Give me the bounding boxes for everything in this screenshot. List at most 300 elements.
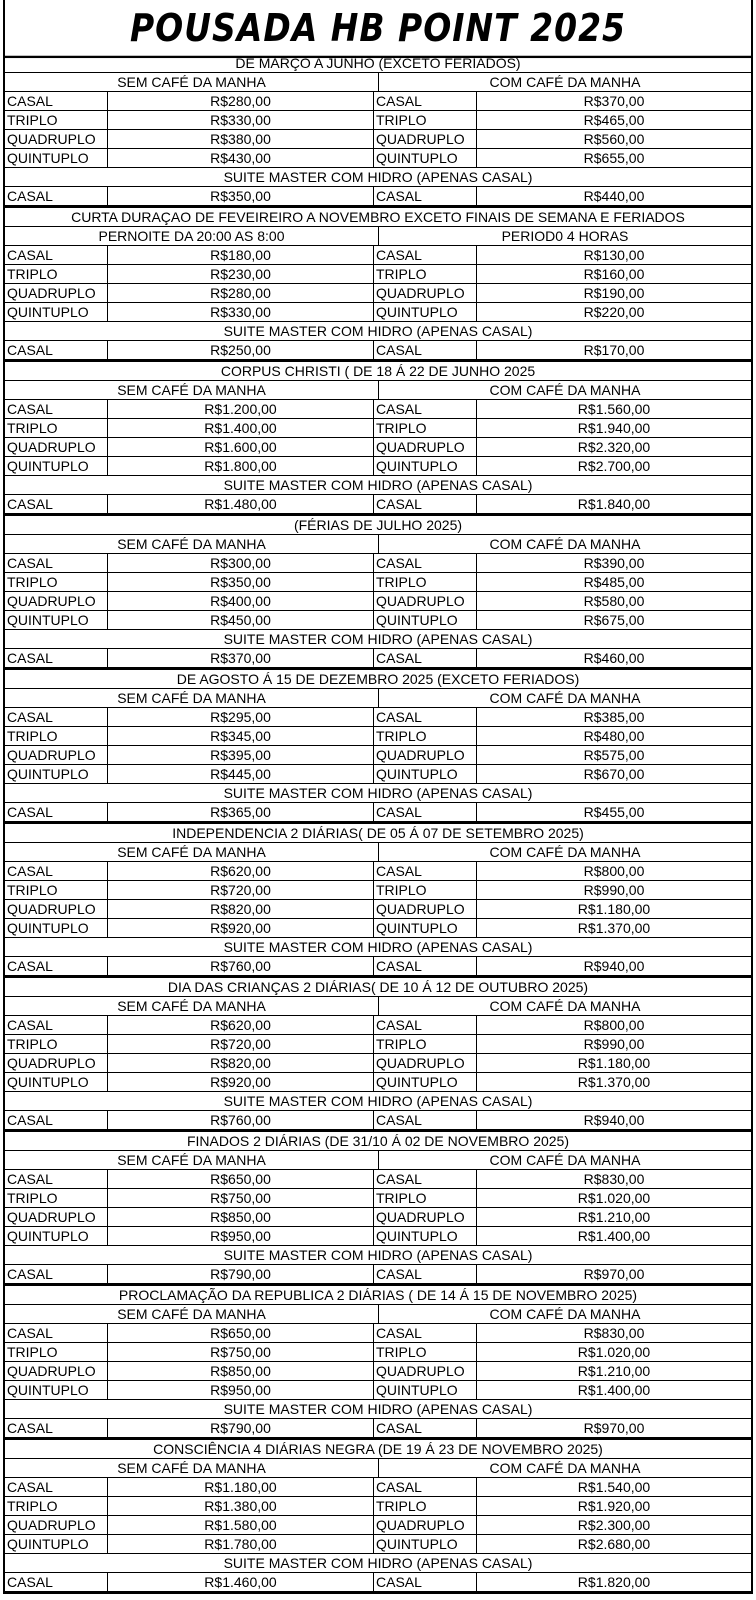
price-row (5, 419, 751, 438)
section-heading-row (5, 362, 751, 381)
room-type: QUINTUPLO (5, 149, 108, 167)
room-type: QUINTUPLO (373, 1073, 477, 1091)
price-row (5, 554, 751, 573)
price-row (5, 919, 751, 938)
room-type: QUINTUPLO (373, 919, 477, 937)
price-right: R$2.680,00 (577, 1536, 651, 1552)
price-left: R$1.600,00 (204, 439, 277, 455)
section-heading-row (5, 824, 751, 843)
price-right: R$1.210,00 (577, 1363, 651, 1379)
room-type: CASAL (373, 1573, 477, 1591)
price-right: R$575,00 (583, 747, 645, 763)
price-right: R$460,00 (583, 650, 645, 666)
price-left: R$760,00 (210, 958, 271, 974)
room-type: QUADRUPLO (373, 1054, 477, 1072)
section-heading-row (5, 1132, 751, 1151)
price-right: R$1.840,00 (577, 496, 651, 512)
left-column-header: SEM CAFÉ DA MANHA (117, 690, 266, 706)
price-right: R$990,00 (583, 1036, 645, 1052)
price-row (5, 1073, 751, 1092)
room-type: CASAL (373, 1419, 477, 1437)
room-type: QUADRUPLO (373, 284, 477, 302)
room-type: CASAL (373, 1111, 477, 1129)
room-type: QUINTUPLO (373, 1227, 477, 1245)
price-row (5, 303, 751, 322)
right-column-header: COM CAFÉ DA MANHA (378, 1459, 751, 1477)
room-type: CASAL (5, 400, 108, 418)
right-column-header: COM CAFÉ DA MANHA (378, 689, 751, 707)
price-right: R$560,00 (583, 131, 645, 147)
suite-label-row (5, 168, 751, 187)
price-row (5, 265, 751, 284)
room-type: QUINTUPLO (373, 457, 477, 475)
price-right: R$800,00 (583, 863, 645, 879)
column-header-row (5, 381, 751, 400)
suite-label-row (5, 1554, 751, 1573)
room-type: CASAL (5, 1170, 108, 1188)
price-left: R$620,00 (210, 1017, 271, 1033)
price-row (5, 246, 751, 265)
price-right: R$1.540,00 (577, 1479, 651, 1495)
price-row (5, 1054, 751, 1073)
price-row (5, 1170, 751, 1189)
room-type: CASAL (373, 554, 477, 572)
price-right: R$455,00 (583, 804, 645, 820)
price-right: R$1.560,00 (577, 401, 651, 417)
room-type: QUADRUPLO (5, 900, 108, 918)
section-heading: PROCLAMAÇÃO DA REPUBLICA 2 DIÁRIAS ( DE 14 Á 15 DE NOVEMBRO 2025) (118, 1287, 638, 1303)
section-heading: DE AGOSTO Á 15 DE DEZEMBRO 2025 (EXCETO FERIADOS) (176, 671, 580, 687)
price-row (5, 1381, 751, 1400)
price-row (5, 881, 751, 900)
room-type: CASAL (5, 1265, 108, 1283)
room-type: CASAL (5, 803, 108, 821)
section-heading-row (5, 516, 751, 535)
price-section (5, 822, 751, 976)
room-type: TRIPLO (373, 419, 477, 437)
room-type: QUINTUPLO (373, 1381, 477, 1399)
room-type: TRIPLO (373, 1343, 477, 1361)
room-type: TRIPLO (5, 881, 108, 899)
room-type: QUINTUPLO (373, 765, 477, 783)
price-section (5, 1438, 751, 1592)
price-row (5, 1535, 751, 1554)
suite-label-row (5, 784, 751, 803)
price-left: R$330,00 (210, 304, 271, 320)
section-heading-row (5, 978, 751, 997)
suite-label: SUITE MASTER COM HIDRO (APENAS CASAL) (223, 631, 533, 647)
room-type: CASAL (373, 708, 477, 726)
column-header-row (5, 1305, 751, 1324)
price-left: R$365,00 (210, 804, 271, 820)
suite-label-row (5, 938, 751, 957)
room-type: TRIPLO (373, 1035, 477, 1053)
price-left: R$400,00 (210, 593, 271, 609)
price-left: R$180,00 (210, 247, 271, 263)
right-column-header: COM CAFÉ DA MANHA (378, 381, 751, 399)
right-column-header: COM CAFÉ DA MANHA (378, 997, 751, 1015)
column-header-row (5, 997, 751, 1016)
room-type: QUINTUPLO (373, 149, 477, 167)
price-row (5, 746, 751, 765)
room-type: CASAL (5, 92, 108, 110)
price-left: R$650,00 (210, 1171, 271, 1187)
price-right: R$2.700,00 (577, 458, 651, 474)
section-heading-row (5, 208, 751, 227)
price-right: R$1.020,00 (577, 1344, 651, 1360)
price-right: R$970,00 (583, 1266, 645, 1282)
price-row (5, 592, 751, 611)
price-left: R$1.460,00 (204, 1574, 277, 1590)
room-type: CASAL (373, 246, 477, 264)
price-row (5, 1497, 751, 1516)
price-row (5, 1016, 751, 1035)
price-left: R$370,00 (210, 650, 271, 666)
price-right: R$370,00 (583, 93, 645, 109)
room-type: QUINTUPLO (5, 611, 108, 629)
price-left: R$1.580,00 (204, 1517, 277, 1533)
room-type: QUADRUPLO (5, 1054, 108, 1072)
price-row (5, 1324, 751, 1343)
price-row (5, 573, 751, 592)
suite-label-row (5, 476, 751, 495)
price-right: R$800,00 (583, 1017, 645, 1033)
room-type: QUADRUPLO (5, 1208, 108, 1226)
price-left: R$620,00 (210, 863, 271, 879)
section-heading-row (5, 670, 751, 689)
price-left: R$1.800,00 (204, 458, 277, 474)
left-column-header: SEM CAFÉ DA MANHA (117, 536, 266, 552)
price-left: R$1.180,00 (204, 1479, 277, 1495)
price-section (5, 1130, 751, 1284)
room-type: CASAL (373, 1324, 477, 1342)
suite-label: SUITE MASTER COM HIDRO (APENAS CASAL) (223, 1401, 533, 1417)
room-type: QUINTUPLO (5, 919, 108, 937)
column-header-row (5, 73, 751, 92)
room-type: QUADRUPLO (373, 900, 477, 918)
room-type: QUINTUPLO (373, 303, 477, 321)
room-type: QUINTUPLO (5, 1381, 108, 1399)
price-right: R$1.210,00 (577, 1209, 651, 1225)
left-column-header: SEM CAFÉ DA MANHA (117, 74, 266, 90)
price-left: R$395,00 (210, 747, 271, 763)
room-type: CASAL (373, 341, 477, 359)
room-type: TRIPLO (5, 265, 108, 283)
price-right: R$830,00 (583, 1171, 645, 1187)
price-left: R$720,00 (210, 1036, 271, 1052)
room-type: TRIPLO (5, 1035, 108, 1053)
price-right: R$670,00 (583, 766, 645, 782)
suite-label-row (5, 1092, 751, 1111)
room-type: QUINTUPLO (5, 1073, 108, 1091)
price-section (5, 54, 751, 206)
page-title: POUSADA HB POINT 2025 (3, 0, 753, 58)
room-type: CASAL (5, 341, 108, 359)
price-row (5, 111, 751, 130)
suite-label-row (5, 322, 751, 341)
room-type: CASAL (5, 495, 108, 513)
room-type: QUINTUPLO (373, 611, 477, 629)
suite-label-row (5, 1400, 751, 1419)
suite-label: SUITE MASTER COM HIDRO (APENAS CASAL) (223, 785, 533, 801)
room-type: QUADRUPLO (5, 438, 108, 456)
room-type: QUINTUPLO (5, 1535, 108, 1553)
room-type: QUADRUPLO (373, 1516, 477, 1534)
room-type: TRIPLO (5, 111, 108, 129)
room-type: CASAL (373, 400, 477, 418)
price-right: R$2.320,00 (577, 439, 651, 455)
right-column-header: COM CAFÉ DA MANHA (378, 535, 751, 553)
room-type: CASAL (373, 1265, 477, 1283)
room-type: QUADRUPLO (373, 438, 477, 456)
room-type: CASAL (5, 1419, 108, 1437)
room-type: TRIPLO (5, 1343, 108, 1361)
right-column-header: COM CAFÉ DA MANHA (378, 1151, 751, 1169)
room-type: CASAL (373, 92, 477, 110)
suite-label: SUITE MASTER COM HIDRO (APENAS CASAL) (223, 169, 533, 185)
price-right: R$160,00 (583, 266, 645, 282)
room-type: QUINTUPLO (5, 765, 108, 783)
price-right: R$655,00 (583, 150, 645, 166)
right-column-header: PERIOD0 4 HORAS (378, 227, 751, 245)
room-type: CASAL (5, 862, 108, 880)
price-right: R$1.920,00 (577, 1498, 651, 1514)
price-right: R$170,00 (583, 342, 645, 358)
left-column-header: SEM CAFÉ DA MANHA (117, 382, 266, 398)
room-type: CASAL (373, 495, 477, 513)
suite-price-row (5, 803, 751, 822)
price-left: R$1.380,00 (204, 1498, 277, 1514)
price-row (5, 1478, 751, 1497)
suite-price-row (5, 1265, 751, 1284)
price-row (5, 1208, 751, 1227)
price-row (5, 438, 751, 457)
price-row (5, 1516, 751, 1535)
price-row (5, 1035, 751, 1054)
price-left: R$650,00 (210, 1325, 271, 1341)
price-right: R$1.020,00 (577, 1190, 651, 1206)
room-type: CASAL (5, 708, 108, 726)
room-type: CASAL (5, 1573, 108, 1591)
room-type: CASAL (373, 803, 477, 821)
left-column-header: SEM CAFÉ DA MANHA (117, 998, 266, 1014)
price-right: R$1.370,00 (577, 1074, 651, 1090)
price-left: R$380,00 (210, 131, 271, 147)
left-column-header: PERNOITE DA 20:00 AS 8:00 (98, 228, 285, 244)
room-type: CASAL (373, 1016, 477, 1034)
room-type: QUADRUPLO (5, 284, 108, 302)
section-heading: (FÉRIAS DE JULHO 2025) (293, 517, 463, 533)
price-left: R$790,00 (210, 1266, 271, 1282)
room-type: TRIPLO (5, 1189, 108, 1207)
column-header-row (5, 1459, 751, 1478)
room-type: QUADRUPLO (5, 746, 108, 764)
price-left: R$820,00 (210, 901, 271, 917)
suite-label: SUITE MASTER COM HIDRO (APENAS CASAL) (223, 939, 533, 955)
column-header-row (5, 843, 751, 862)
price-row (5, 400, 751, 419)
price-sections (3, 54, 753, 1594)
price-left: R$345,00 (210, 728, 271, 744)
room-type: QUADRUPLO (373, 592, 477, 610)
price-right: R$220,00 (583, 304, 645, 320)
price-right: R$485,00 (583, 574, 645, 590)
price-left: R$330,00 (210, 112, 271, 128)
room-type: CASAL (5, 1016, 108, 1034)
price-right: R$465,00 (583, 112, 645, 128)
price-left: R$720,00 (210, 882, 271, 898)
price-left: R$280,00 (210, 93, 271, 109)
price-right: R$1.400,00 (577, 1228, 651, 1244)
price-right: R$190,00 (583, 285, 645, 301)
room-type: CASAL (373, 862, 477, 880)
suite-label-row (5, 1246, 751, 1265)
price-right: R$1.820,00 (577, 1574, 651, 1590)
price-right: R$990,00 (583, 882, 645, 898)
price-section (5, 1284, 751, 1438)
room-type: CASAL (5, 1478, 108, 1496)
column-header-row (5, 1151, 751, 1170)
room-type: QUADRUPLO (373, 130, 477, 148)
price-left: R$280,00 (210, 285, 271, 301)
suite-label-row (5, 630, 751, 649)
room-type: TRIPLO (373, 573, 477, 591)
price-section (5, 206, 751, 360)
room-type: TRIPLO (373, 111, 477, 129)
price-right: R$1.180,00 (577, 1055, 651, 1071)
room-type: QUADRUPLO (373, 1208, 477, 1226)
price-row (5, 862, 751, 881)
room-type: QUADRUPLO (5, 130, 108, 148)
room-type: CASAL (5, 957, 108, 975)
price-left: R$1.780,00 (204, 1536, 277, 1552)
price-left: R$295,00 (210, 709, 271, 725)
column-header-row (5, 227, 751, 246)
right-column-header: COM CAFÉ DA MANHA (378, 1305, 751, 1323)
right-column-header: COM CAFÉ DA MANHA (378, 843, 751, 861)
section-heading: CURTA DURAÇAO DE FEVEIREIRO A NOVEMBRO EXCETO FINAIS DE SEMANA E FERIADOS (71, 209, 685, 225)
price-left: R$820,00 (210, 1055, 271, 1071)
price-left: R$790,00 (210, 1420, 271, 1436)
section-heading: DE MARÇO A JUNHO (EXCETO FERIADOS) (235, 55, 521, 71)
room-type: TRIPLO (373, 1189, 477, 1207)
price-left: R$430,00 (210, 150, 271, 166)
room-type: QUINTUPLO (5, 457, 108, 475)
room-type: TRIPLO (5, 727, 108, 745)
room-type: CASAL (373, 1170, 477, 1188)
price-left: R$230,00 (210, 266, 271, 282)
room-type: QUINTUPLO (5, 1227, 108, 1245)
suite-price-row (5, 1111, 751, 1130)
price-row (5, 765, 751, 784)
price-left: R$920,00 (210, 1074, 271, 1090)
left-column-header: SEM CAFÉ DA MANHA (117, 1152, 266, 1168)
room-type: QUINTUPLO (373, 1535, 477, 1553)
price-left: R$1.400,00 (204, 420, 277, 436)
suite-label: SUITE MASTER COM HIDRO (APENAS CASAL) (223, 1555, 533, 1571)
price-left: R$920,00 (210, 920, 271, 936)
price-right: R$390,00 (583, 555, 645, 571)
room-type: CASAL (5, 1324, 108, 1342)
suite-price-row (5, 341, 751, 360)
price-row (5, 900, 751, 919)
room-type: QUADRUPLO (373, 746, 477, 764)
column-header-row (5, 535, 751, 554)
price-sheet (3, 0, 753, 1594)
price-section (5, 514, 751, 668)
price-left: R$300,00 (210, 555, 271, 571)
room-type: TRIPLO (5, 419, 108, 437)
price-row (5, 1343, 751, 1362)
price-row (5, 708, 751, 727)
suite-price-row (5, 649, 751, 668)
price-left: R$750,00 (210, 1344, 271, 1360)
section-heading: FINADOS 2 DIÁRIAS (DE 31/10 Á 02 DE NOVEMBRO 2025) (186, 1133, 570, 1149)
price-row (5, 1362, 751, 1381)
room-type: TRIPLO (373, 1497, 477, 1515)
price-row (5, 727, 751, 746)
suite-price-row (5, 1419, 751, 1438)
price-right: R$580,00 (583, 593, 645, 609)
suite-label: SUITE MASTER COM HIDRO (APENAS CASAL) (223, 477, 533, 493)
price-row (5, 130, 751, 149)
left-column-header: SEM CAFÉ DA MANHA (117, 1460, 266, 1476)
section-heading-row (5, 1286, 751, 1305)
price-right: R$1.370,00 (577, 920, 651, 936)
price-left: R$250,00 (210, 342, 271, 358)
room-type: CASAL (5, 187, 108, 205)
room-type: QUINTUPLO (5, 303, 108, 321)
column-header-row (5, 689, 751, 708)
price-right: R$480,00 (583, 728, 645, 744)
price-right: R$675,00 (583, 612, 645, 628)
price-row (5, 1227, 751, 1246)
price-left: R$350,00 (210, 188, 271, 204)
price-right: R$940,00 (583, 1112, 645, 1128)
price-left: R$1.200,00 (204, 401, 277, 417)
price-section (5, 360, 751, 514)
price-right: R$440,00 (583, 188, 645, 204)
price-right: R$1.180,00 (577, 901, 651, 917)
price-right: R$385,00 (583, 709, 645, 725)
price-left: R$445,00 (210, 766, 271, 782)
right-column-header: COM CAFÉ DA MANHA (378, 73, 751, 91)
room-type: TRIPLO (373, 727, 477, 745)
suite-price-row (5, 1573, 751, 1592)
price-right: R$130,00 (583, 247, 645, 263)
price-left: R$450,00 (210, 612, 271, 628)
price-row (5, 149, 751, 168)
suite-label: SUITE MASTER COM HIDRO (APENAS CASAL) (223, 1247, 533, 1263)
price-row (5, 284, 751, 303)
room-type: TRIPLO (373, 881, 477, 899)
price-row (5, 611, 751, 630)
price-left: R$850,00 (210, 1209, 271, 1225)
room-type: TRIPLO (5, 573, 108, 591)
price-left: R$950,00 (210, 1382, 271, 1398)
price-row (5, 1189, 751, 1208)
price-right: R$1.400,00 (577, 1382, 651, 1398)
suite-price-row (5, 957, 751, 976)
price-left: R$1.480,00 (204, 496, 277, 512)
room-type: QUADRUPLO (373, 1362, 477, 1380)
section-heading-row (5, 1440, 751, 1459)
room-type: TRIPLO (373, 265, 477, 283)
price-section (5, 668, 751, 822)
price-right: R$970,00 (583, 1420, 645, 1436)
suite-label: SUITE MASTER COM HIDRO (APENAS CASAL) (223, 323, 533, 339)
left-column-header: SEM CAFÉ DA MANHA (117, 1306, 266, 1322)
